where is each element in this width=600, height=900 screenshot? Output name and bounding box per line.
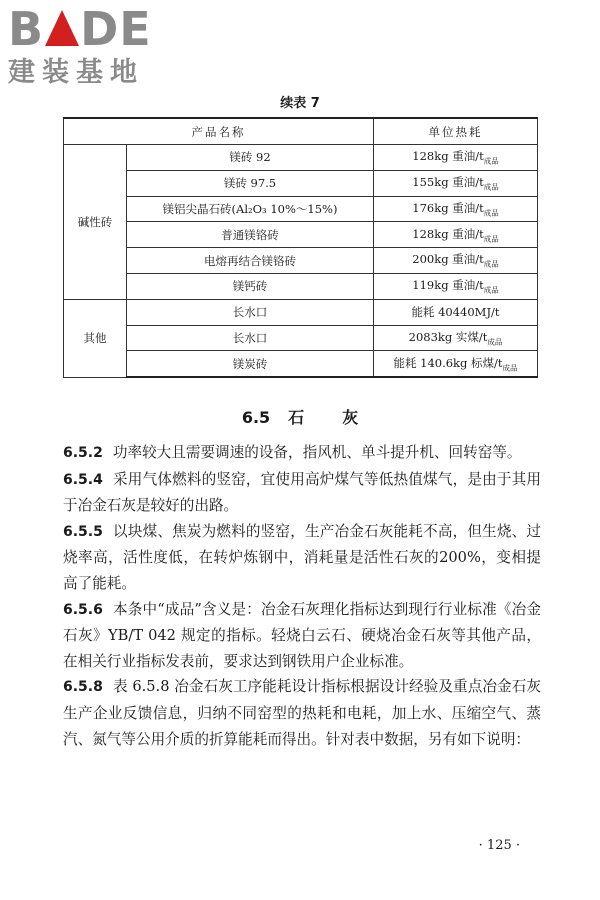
product-name-cell: 普通镁铬砖	[127, 222, 374, 248]
category-cell: 碱性砖	[64, 145, 127, 300]
page-number: · 125 ·	[478, 838, 520, 853]
clause-number: 6.5.6	[63, 601, 103, 618]
table-row	[64, 325, 538, 351]
heat-value-text: 128kg 重油/t	[412, 226, 484, 241]
product-name-cell: 长水口	[127, 325, 374, 351]
table-row	[64, 222, 538, 248]
logo-letter-b: B	[8, 2, 45, 56]
logo-wordmark	[8, 4, 152, 54]
clause-text: 采用气体燃料的竖窑，宜使用高炉煤气等低热值煤气，是由于其用于冶金石灰是较好的出路。	[63, 470, 541, 515]
heat-value-cell	[374, 351, 538, 377]
heat-value-text: 176kg 重油/t	[412, 200, 484, 215]
table-row	[64, 248, 538, 274]
heat-value-text: 能耗 40440MJ/t	[411, 305, 500, 320]
section-title	[0, 405, 600, 428]
unit-subscript: 成品	[502, 362, 518, 372]
heat-value-cell	[374, 222, 538, 248]
section-title-char-1: 石	[288, 408, 305, 427]
heat-value-text: 200kg 重油/t	[412, 252, 484, 267]
clause-paragraph	[63, 440, 541, 467]
heat-value-text: 155kg 重油/t	[412, 175, 484, 190]
unit-subscript: 成品	[483, 208, 499, 218]
header-unit-heat: 单位热耗	[374, 118, 538, 145]
product-name-cell: 镁砖 92	[127, 145, 374, 171]
unit-subscript: 成品	[483, 233, 499, 243]
category-cell: 其他	[64, 299, 127, 377]
unit-subscript: 成品	[483, 182, 499, 192]
clause-number: 6.5.8	[63, 679, 103, 696]
heat-value-cell	[374, 248, 538, 274]
section-title-char-2: 灰	[342, 408, 359, 427]
table-row	[64, 170, 538, 196]
clause-paragraph	[63, 519, 541, 597]
clause-number: 6.5.5	[63, 523, 103, 540]
heat-value-text: 2083kg 实煤/t	[408, 329, 488, 344]
body-text	[63, 440, 541, 752]
heat-value-cell	[374, 325, 538, 351]
unit-subscript: 成品	[487, 337, 503, 347]
logo-triangle-a-icon	[45, 10, 79, 46]
section-number: 6.5	[241, 408, 271, 427]
clause-text: 本条中“成品”含义是：冶金石灰理化指标达到现行行业标准《冶金石灰》YB/T 042 规定的指标。轻烧白云石、硬烧冶金石灰等其他产品，在相关行业指标发表前，要求达到钢铁用户企业标准。	[63, 600, 541, 670]
table-row	[64, 351, 538, 377]
logo-letters-de: DE	[80, 2, 152, 56]
heat-value-cell	[374, 145, 538, 171]
product-name-cell: 长水口	[127, 299, 374, 325]
clause-number: 6.5.4	[63, 471, 103, 488]
heat-value-cell	[374, 196, 538, 222]
table-header-row	[64, 118, 538, 145]
unit-subscript: 成品	[483, 156, 499, 166]
logo-chinese-text: 建装基地	[8, 57, 144, 88]
heat-value-cell	[374, 299, 538, 325]
clause-text: 表 6.5.8 冶金石灰工序能耗设计指标根据设计经验及重点冶金石灰生产企业反馈信息，归纳不同窑型的热耗和电耗，加上水、压缩空气、蒸汽、氮气等公用介质的折算能耗而得出。针对表中数据，另有如下说明：	[63, 678, 541, 748]
unit-subscript: 成品	[483, 285, 499, 295]
table-row	[64, 273, 538, 299]
clause-number: 6.5.2	[63, 445, 103, 461]
heat-consumption-table	[63, 117, 538, 378]
heat-value-cell	[374, 170, 538, 196]
clause-paragraph	[63, 467, 541, 519]
product-name-cell: 电熔再结合镁铬砖	[127, 248, 374, 274]
clause-text: 以块煤、焦炭为燃料的竖窑，生产冶金石灰能耗不高，但生烧、过烧率高，活性度低，在转炉炼钢中，消耗量是活性石灰的200%，变相提高了能耗。	[63, 522, 541, 592]
table-row	[64, 196, 538, 222]
product-name-cell: 镁炭砖	[127, 351, 374, 377]
table-caption: 续表 7	[280, 96, 320, 111]
header-product-name: 产品名称	[64, 118, 374, 145]
heat-value-text: 能耗 140.6kg 标煤/t	[393, 355, 503, 370]
table-row	[64, 299, 538, 325]
table-body	[64, 145, 538, 378]
product-name-cell: 镁铝尖晶石砖(Al₂O₃ 10%～15%)	[127, 196, 374, 222]
clause-paragraph	[63, 597, 541, 675]
product-name-cell: 镁砖 97.5	[127, 170, 374, 196]
heat-value-cell	[374, 273, 538, 299]
heat-value-text: 119kg 重油/t	[412, 278, 484, 293]
bade-logo	[8, 4, 152, 88]
unit-subscript: 成品	[483, 259, 499, 269]
clause-text: 功率较大且需要调速的设备，指风机、单斗提升机、回转窑等。	[112, 444, 522, 461]
table-row	[64, 145, 538, 171]
product-name-cell: 镁钙砖	[127, 273, 374, 299]
heat-value-text: 128kg 重油/t	[412, 149, 484, 164]
clause-paragraph	[63, 674, 541, 752]
